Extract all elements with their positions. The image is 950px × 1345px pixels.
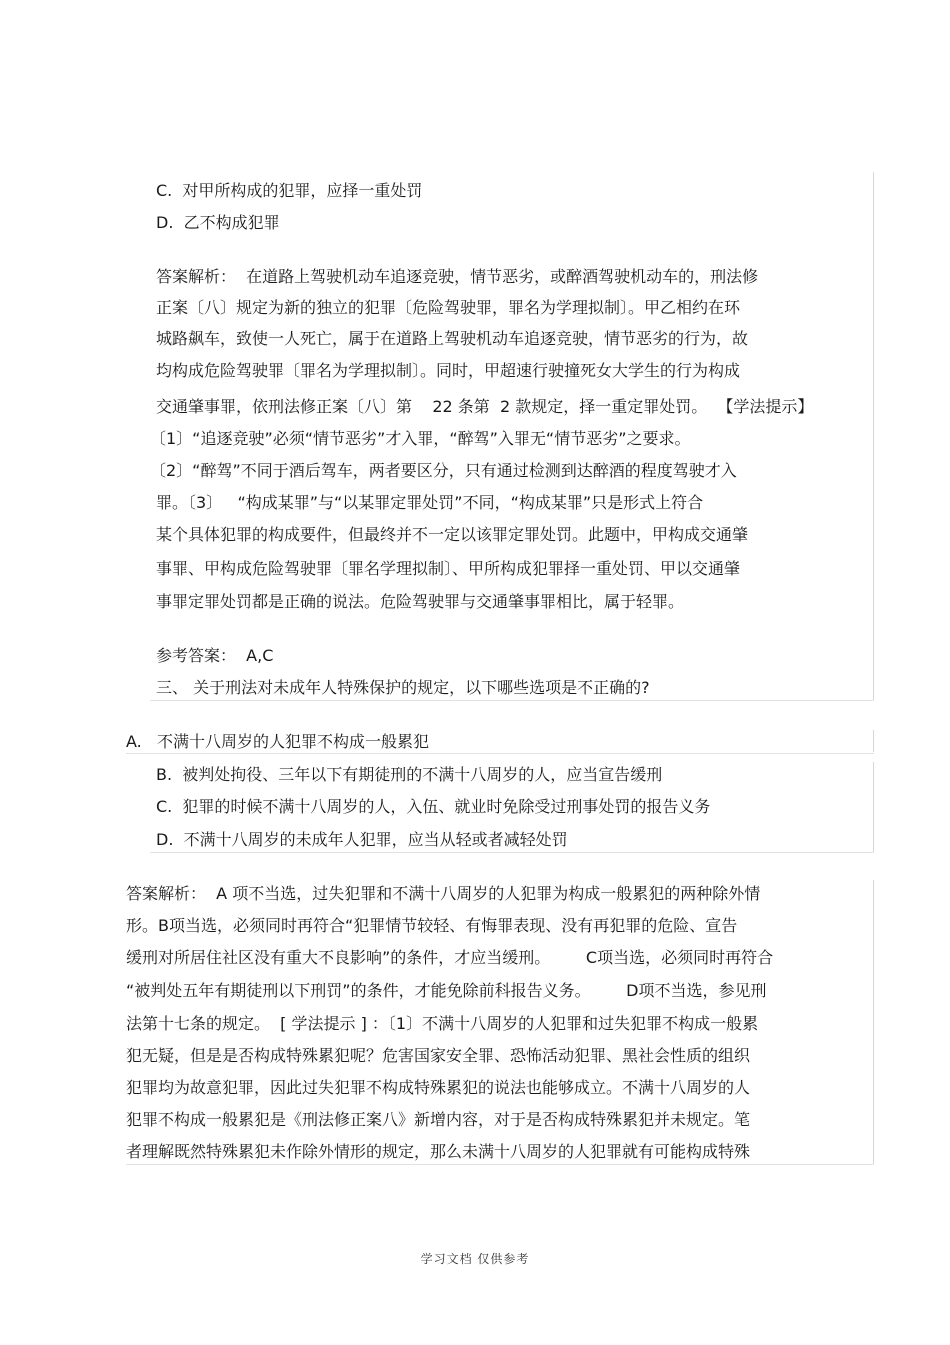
question3-stem: 三、 关于刑法对未成年人特殊保护的规定，以下哪些选项是不正确的? (156, 678, 650, 697)
analysis-1-line: 均构成危险驾驶罪〔罪名为学理拟制〕。同时，甲超速行驶撞死女大学生的行为构成 (156, 361, 741, 380)
rule-option-d (150, 852, 874, 853)
analysis-1-line: 事罪、甲构成危险驾驶罪〔罪名学理拟制〕、甲所构成犯罪择一重处罚、甲以交通肇 (156, 559, 741, 578)
analysis-2-line: 犯无疑，但是是否构成特殊累犯呢？危害国家安全罪、恐怖活动犯罪、黑社会性质的组织 (126, 1046, 751, 1065)
analysis-2-line: 犯罪均为故意犯罪，因此过失犯罪不构成特殊累犯的说法也能够成立。不满十八周岁的人 (126, 1078, 751, 1097)
right-rule-analysis2 (873, 880, 874, 1165)
analysis-1-line: 交通肇事罪，依刑法修正案〔八〕第 22 条第 2 款规定，择一重定罪处罚。 【学法提示】 (156, 397, 814, 416)
right-rule-options (873, 762, 874, 852)
analysis-1-line: 正案〔八〕规定为新的独立的犯罪〔危险驾驶罪，罪名为学理拟制〕。甲乙相约在环 (156, 298, 741, 317)
rule-analysis2-end (126, 1164, 874, 1165)
analysis-1-line: 事罪定罪处罚都是正确的说法。危险驾驶罪与交通肇事罪相比，属于轻罪。 (156, 592, 685, 611)
analysis-2-line: 者理解既然特殊累犯未作除外情形的规定，那么未满十八周岁的人犯罪就有可能构成特殊 (126, 1142, 751, 1161)
question3-option-b: B. 被判处拘役、三年以下有期徒刑的不满十八周岁的人，应当宣告缓刑 (156, 765, 663, 784)
analysis-2-line: 缓刑对所居住社区没有重大不良影响”的条件，才应当缓刑。 C项当选，必须同时再符合 (126, 948, 774, 967)
right-rule-a (873, 730, 874, 752)
analysis-2-line: 答案解析： A 项不当选，过失犯罪和不满十八周岁的人犯罪为构成一般累犯的两种除外情 (126, 884, 761, 903)
question3-option-a: A. 不满十八周岁的人犯罪不构成一般累犯 (126, 732, 430, 751)
analysis-1-line: 答案解析： 在道路上驾驶机动车追逐竞驶，情节恶劣，或醉酒驾驶机动车的，刑法修 (156, 267, 759, 286)
analysis-2-line: 犯罪不构成一般累犯是《刑法修正案八》新增内容，对于是否构成特殊累犯并未规定。笔 (126, 1110, 751, 1129)
analysis-1-line: 某个具体犯罪的构成要件，但最终并不一定以该罪定罪处罚。此题中，甲构成交通肇 (156, 525, 749, 544)
rule-q3-stem (150, 700, 874, 701)
page-footer: 学习文档 仅供参考 (420, 1252, 530, 1266)
analysis-2-line: 形。B项当选，必须同时再符合“犯罪情节较轻、有悔罪表现、没有再犯罪的危险、宣告 (126, 916, 738, 935)
question3-option-d: D. 不满十八周岁的未成年人犯罪，应当从轻或者减轻处罚 (156, 830, 568, 849)
analysis-1-line: 〔2〕“醉驾”不同于酒后驾车，两者要区分，只有通过检测到达醉酒的程度驾驶才入 (150, 461, 737, 480)
question2-option-c: C. 对甲所构成的犯罪，应择一重处罚 (156, 181, 423, 200)
analysis-1-line: 城路飙车，致使一人死亡，属于在道路上驾驶机动车追逐竞驶，情节恶劣的行为，故 (156, 329, 749, 348)
analysis-2-line: 法第十七条的规定。 [ 学法提示 ] ：〔1〕不满十八周岁的人犯罪和过失犯罪不构成一般累 (126, 1014, 759, 1033)
right-rule (873, 172, 874, 700)
reference-answer: 参考答案： A,C (156, 646, 274, 665)
analysis-1-line: 罪。〔3〕 “构成某罪”与“以某罪定罪处罚”不同，“构成某罪”只是形式上符合 (156, 493, 704, 512)
analysis-2-line: “被判处五年有期徒刑以下刑罚”的条件，才能免除前科报告义务。 D项不当选，参见刑 (126, 981, 767, 1000)
question2-option-d: D. 乙不构成犯罪 (156, 213, 280, 232)
rule-option-a (126, 753, 874, 754)
analysis-1-line: 〔1〕“追逐竞驶”必须“情节恶劣”才入罪，“醉驾”入罪无“情节恶劣”之要求。 (150, 429, 691, 448)
question3-option-c: C. 犯罪的时候不满十八周岁的人，入伍、就业时免除受过刑事处罚的报告义务 (156, 797, 711, 816)
